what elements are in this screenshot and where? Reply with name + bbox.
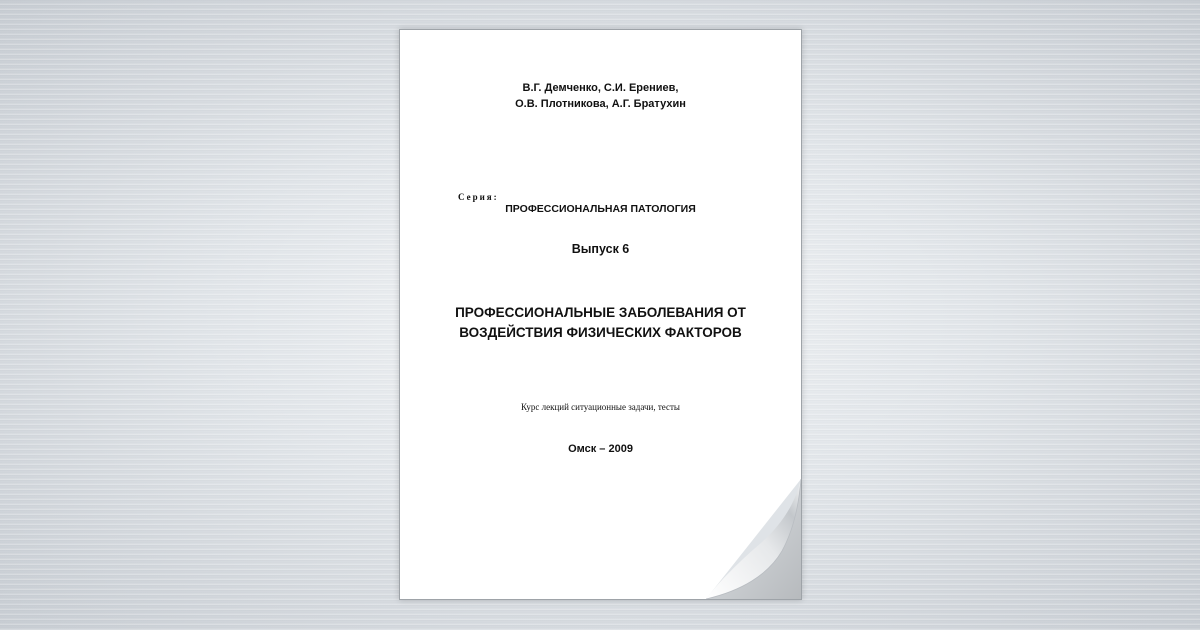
authors bbox=[400, 80, 801, 112]
title-line-2: ВОЗДЕЙСТВИЯ ФИЗИЧЕСКИХ ФАКТОРОВ bbox=[459, 325, 742, 340]
series-label: Серия: bbox=[458, 192, 499, 202]
title-line-1: ПРОФЕССИОНАЛЬНЫЕ ЗАБОЛЕВАНИЯ ОТ bbox=[455, 305, 746, 320]
document-subtitle: Курс лекций ситуационные задачи, тесты bbox=[521, 402, 680, 412]
page-curl-icon bbox=[706, 479, 801, 599]
city-year: Омск – 2009 bbox=[568, 443, 633, 455]
document-title bbox=[400, 303, 801, 343]
issue-number: Выпуск 6 bbox=[571, 242, 630, 256]
authors-line-1: В.Г. Демченко, С.И. Ерениев, bbox=[522, 82, 679, 94]
authors-line-2: О.В. Плотникова, А.Г. Братухин bbox=[515, 98, 686, 110]
series-name: ПРОФЕССИОНАЛЬНАЯ ПАТОЛОГИЯ bbox=[505, 203, 696, 215]
document-page bbox=[399, 29, 802, 600]
